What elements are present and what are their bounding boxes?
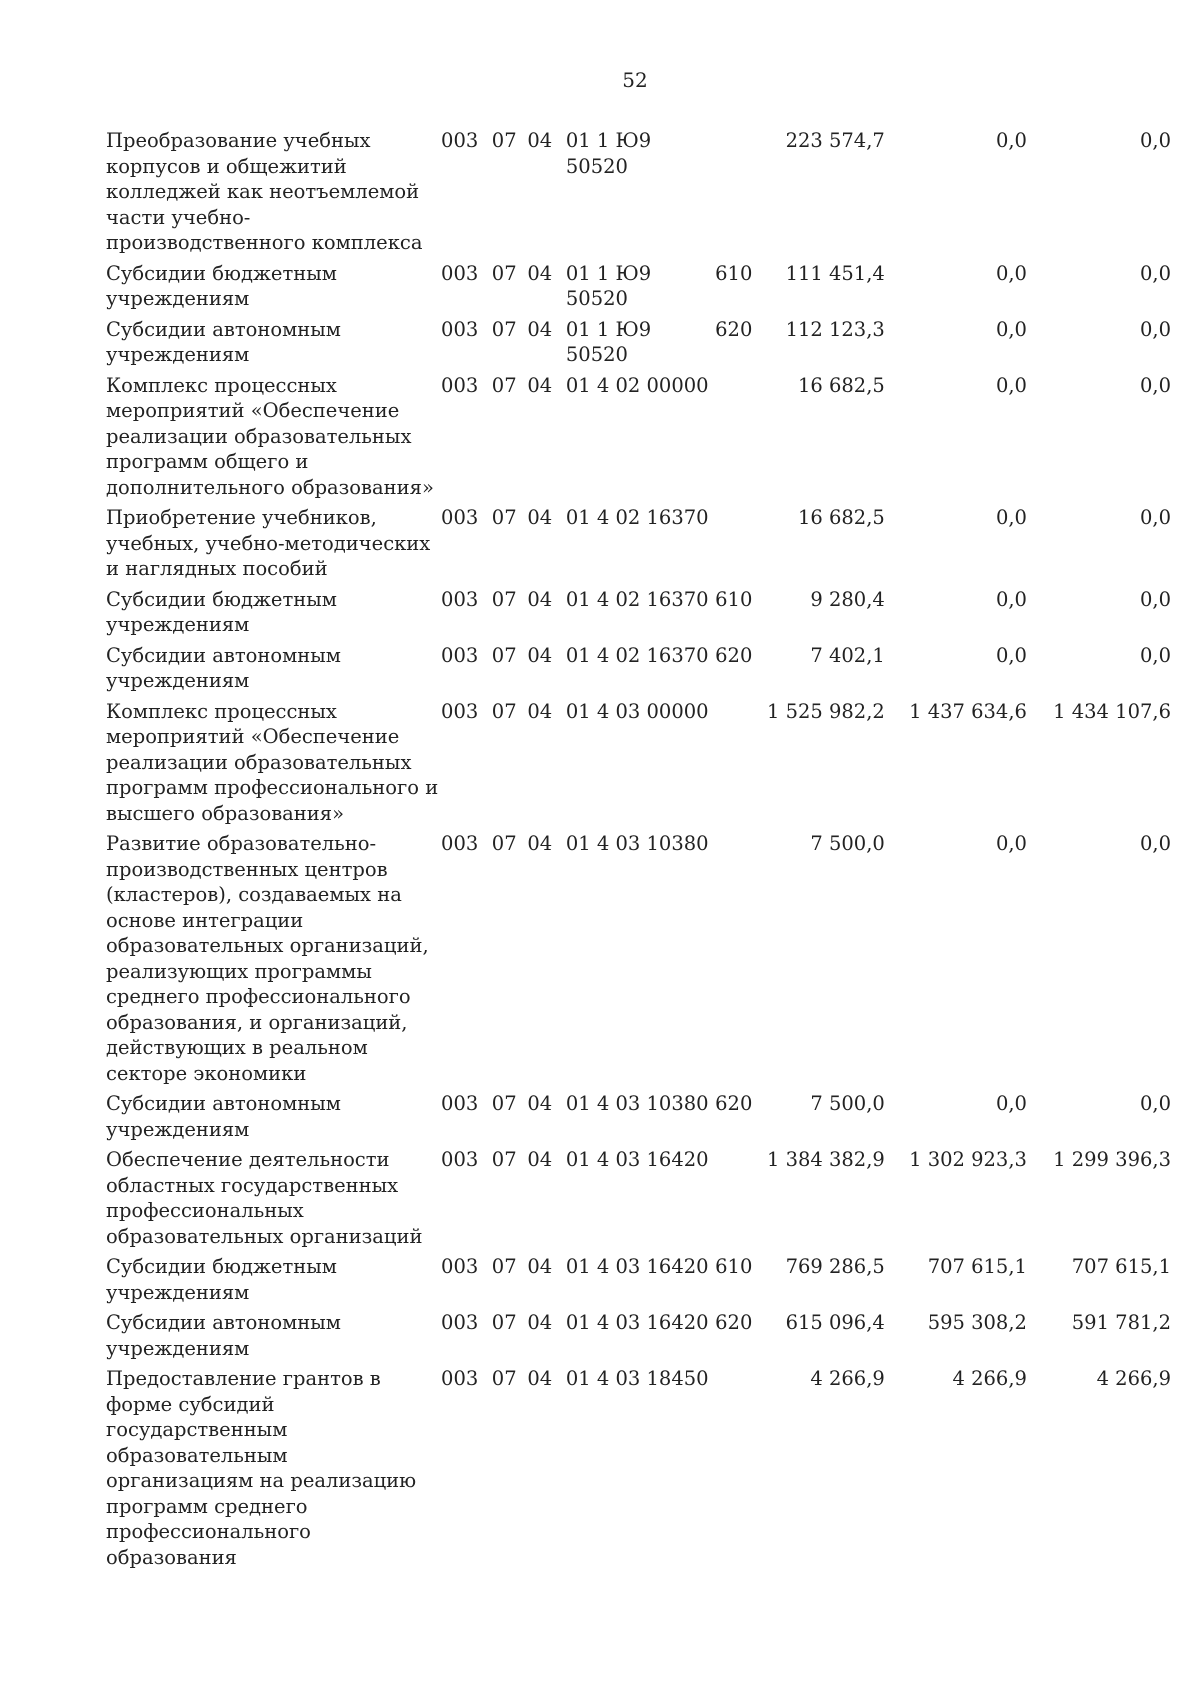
amount-year-1: 769 286,5: [785, 1255, 885, 1278]
item-name: Субсидии бюджетным учреждениям: [106, 587, 337, 636]
item-name: Субсидии автономным учреждениям: [106, 643, 341, 692]
item-name: Субсидии бюджетным учреждениям: [106, 261, 337, 310]
target-article-code: 01 4 02 16370: [565, 587, 709, 611]
expense-type-code: 620: [715, 1092, 753, 1115]
subsection-code: 04: [527, 1255, 553, 1278]
item-name: Субсидии бюджетным учреждениям: [106, 1255, 337, 1304]
table-row: [106, 831, 1171, 1091]
expense-type-code: 610: [715, 587, 753, 611]
table-row: [106, 699, 1171, 832]
amount-year-2: 0,0: [995, 373, 1027, 397]
target-article-code: 01 4 02 00000: [565, 373, 709, 397]
amount-year-3: 4 266,9: [1096, 1367, 1171, 1390]
amount-year-2: 0,0: [995, 506, 1027, 529]
amount-year-3: 0,0: [1139, 317, 1171, 341]
amount-year-1: 7 402,1: [810, 643, 885, 667]
target-article-code: 01 4 03 16420: [565, 1255, 709, 1278]
expense-type-code: 620: [715, 317, 753, 341]
section-code: 07: [491, 129, 517, 152]
target-article-code: 01 4 03 10380: [565, 832, 709, 855]
section-code: 07: [491, 1311, 517, 1334]
item-name: Развитие образовательно-производственных центров (кластеров), создаваемых на основе интеграции образовательных организаций, реализующих программы среднего профессионального образования, и организаций, действующих в реальном секторе экономики: [106, 832, 429, 1085]
subsection-code: 04: [527, 643, 553, 667]
amount-year-1: 111 451,4: [785, 261, 885, 285]
subsection-code: 04: [527, 261, 553, 285]
amount-year-2: 1 302 923,3: [909, 1148, 1027, 1171]
item-name: Преобразование учебных корпусов и общежитий колледжей как неотъемлемой части учебно-производственного комплекса: [106, 129, 423, 254]
amount-year-2: 0,0: [995, 832, 1027, 855]
expense-type-code: [715, 128, 760, 261]
section-code: 07: [491, 506, 517, 529]
amount-year-1: 1 525 982,2: [766, 699, 885, 723]
item-name: Субсидии автономным учреждениям: [106, 1311, 341, 1360]
ministry-code: 003: [441, 129, 479, 152]
amount-year-3: 1 434 107,6: [1053, 699, 1171, 723]
section-code: 07: [491, 1148, 517, 1171]
target-article-code: 01 4 02 16370: [565, 506, 709, 529]
section-code: 07: [491, 699, 517, 723]
subsection-code: 04: [527, 1367, 553, 1390]
table-row: [106, 317, 1171, 373]
expense-type-code: 610: [715, 1255, 753, 1278]
section-code: 07: [491, 1367, 517, 1390]
target-article-code: 01 4 03 18450: [565, 1367, 709, 1390]
target-article-code: 01 4 03 16420: [565, 1311, 709, 1334]
amount-year-2: 0,0: [995, 643, 1027, 667]
amount-year-1: 9 280,4: [810, 587, 885, 611]
table-row: [106, 1310, 1171, 1366]
expense-type-code: [715, 831, 760, 1091]
amount-year-1: 615 096,4: [785, 1311, 885, 1334]
ministry-code: 003: [441, 832, 479, 855]
section-code: 07: [491, 317, 517, 341]
subsection-code: 04: [527, 317, 553, 341]
amount-year-1: 1 384 382,9: [766, 1148, 885, 1171]
expense-type-code: [715, 373, 760, 506]
amount-year-3: 0,0: [1139, 643, 1171, 667]
target-article-code: 01 1 Ю9 50520: [565, 261, 652, 310]
table-row: [106, 643, 1171, 699]
amount-year-3: 0,0: [1139, 373, 1171, 397]
ministry-code: 003: [441, 643, 479, 667]
amount-year-3: 1 299 396,3: [1053, 1148, 1171, 1171]
section-code: 07: [491, 261, 517, 285]
expense-type-code: [715, 505, 760, 587]
amount-year-3: 707 615,1: [1071, 1255, 1171, 1278]
amount-year-3: 0,0: [1139, 261, 1171, 285]
ministry-code: 003: [441, 1148, 479, 1171]
amount-year-2: 0,0: [995, 317, 1027, 341]
expense-type-code: 620: [715, 643, 753, 667]
ministry-code: 003: [441, 1311, 479, 1334]
amount-year-1: 112 123,3: [785, 317, 885, 341]
amount-year-1: 223 574,7: [785, 129, 885, 152]
budget-table: [106, 128, 1171, 1575]
table-row: [106, 373, 1171, 506]
subsection-code: 04: [527, 1311, 553, 1334]
amount-year-2: 0,0: [995, 587, 1027, 611]
section-code: 07: [491, 1255, 517, 1278]
amount-year-2: 0,0: [995, 129, 1027, 152]
expense-type-code: [715, 1366, 760, 1575]
item-name: Субсидии автономным учреждениям: [106, 317, 341, 366]
ministry-code: 003: [441, 1367, 479, 1390]
amount-year-3: 0,0: [1139, 506, 1171, 529]
subsection-code: 04: [527, 1092, 553, 1115]
ministry-code: 003: [441, 1255, 479, 1278]
amount-year-1: 4 266,9: [810, 1367, 885, 1390]
target-article-code: 01 1 Ю9 50520: [565, 129, 652, 178]
item-name: Субсидии автономным учреждениям: [106, 1092, 341, 1141]
subsection-code: 04: [527, 587, 553, 611]
amount-year-2: 0,0: [995, 1092, 1027, 1115]
target-article-code: 01 1 Ю9 50520: [565, 317, 652, 366]
amount-year-2: 595 308,2: [927, 1311, 1027, 1334]
amount-year-3: 0,0: [1139, 832, 1171, 855]
target-article-code: 01 4 03 16420: [565, 1148, 709, 1171]
table-row: [106, 261, 1171, 317]
expense-type-code: 610: [715, 261, 753, 285]
amount-year-2: 707 615,1: [927, 1255, 1027, 1278]
ministry-code: 003: [441, 506, 479, 529]
amount-year-1: 16 682,5: [797, 506, 885, 529]
subsection-code: 04: [527, 506, 553, 529]
target-article-code: 01 4 03 10380: [565, 1092, 709, 1115]
amount-year-2: 0,0: [995, 261, 1027, 285]
item-name: Обеспечение деятельности областных государственных профессиональных образовательных организаций: [106, 1148, 423, 1248]
subsection-code: 04: [527, 832, 553, 855]
item-name: Предоставление грантов в форме субсидий государственным образовательным организациям на реализацию программ среднего профессионального образования: [106, 1367, 417, 1569]
amount-year-3: 0,0: [1139, 1092, 1171, 1115]
item-name: Приобретение учебников, учебных, учебно-методических и наглядных пособий: [106, 506, 431, 580]
section-code: 07: [491, 832, 517, 855]
item-name: Комплекс процессных мероприятий «Обеспечение реализации образовательных программ общего и дополнительного образования»: [106, 373, 434, 499]
subsection-code: 04: [527, 373, 553, 397]
subsection-code: 04: [527, 1148, 553, 1171]
section-code: 07: [491, 587, 517, 611]
expense-type-code: 620: [715, 1311, 753, 1334]
table-row: [106, 1366, 1171, 1575]
subsection-code: 04: [527, 129, 553, 152]
section-code: 07: [491, 373, 517, 397]
section-code: 07: [491, 643, 517, 667]
amount-year-3: 0,0: [1139, 587, 1171, 611]
amount-year-2: 1 437 634,6: [909, 699, 1027, 723]
budget-table-body: [106, 128, 1171, 1575]
amount-year-3: 0,0: [1139, 129, 1171, 152]
table-row: [106, 128, 1171, 261]
target-article-code: 01 4 03 00000: [565, 699, 709, 723]
amount-year-1: 7 500,0: [810, 1092, 885, 1115]
ministry-code: 003: [441, 373, 479, 397]
ministry-code: 003: [441, 317, 479, 341]
expense-type-code: [715, 699, 760, 832]
ministry-code: 003: [441, 587, 479, 611]
section-code: 07: [491, 1092, 517, 1115]
table-row: [106, 1147, 1171, 1254]
target-article-code: 01 4 02 16370: [565, 643, 709, 667]
ministry-code: 003: [441, 1092, 479, 1115]
table-row: [106, 505, 1171, 587]
amount-year-3: 591 781,2: [1071, 1311, 1171, 1334]
table-row: [106, 587, 1171, 643]
item-name: Комплекс процессных мероприятий «Обеспечение реализации образовательных программ профессионального и высшего образования»: [106, 699, 439, 825]
subsection-code: 04: [527, 699, 553, 723]
ministry-code: 003: [441, 261, 479, 285]
table-row: [106, 1254, 1171, 1310]
page-number: 52: [622, 68, 648, 92]
table-row: [106, 1091, 1171, 1147]
expense-type-code: [715, 1147, 760, 1254]
amount-year-1: 16 682,5: [797, 373, 885, 397]
ministry-code: 003: [441, 699, 479, 723]
amount-year-1: 7 500,0: [810, 832, 885, 855]
amount-year-2: 4 266,9: [952, 1367, 1027, 1390]
